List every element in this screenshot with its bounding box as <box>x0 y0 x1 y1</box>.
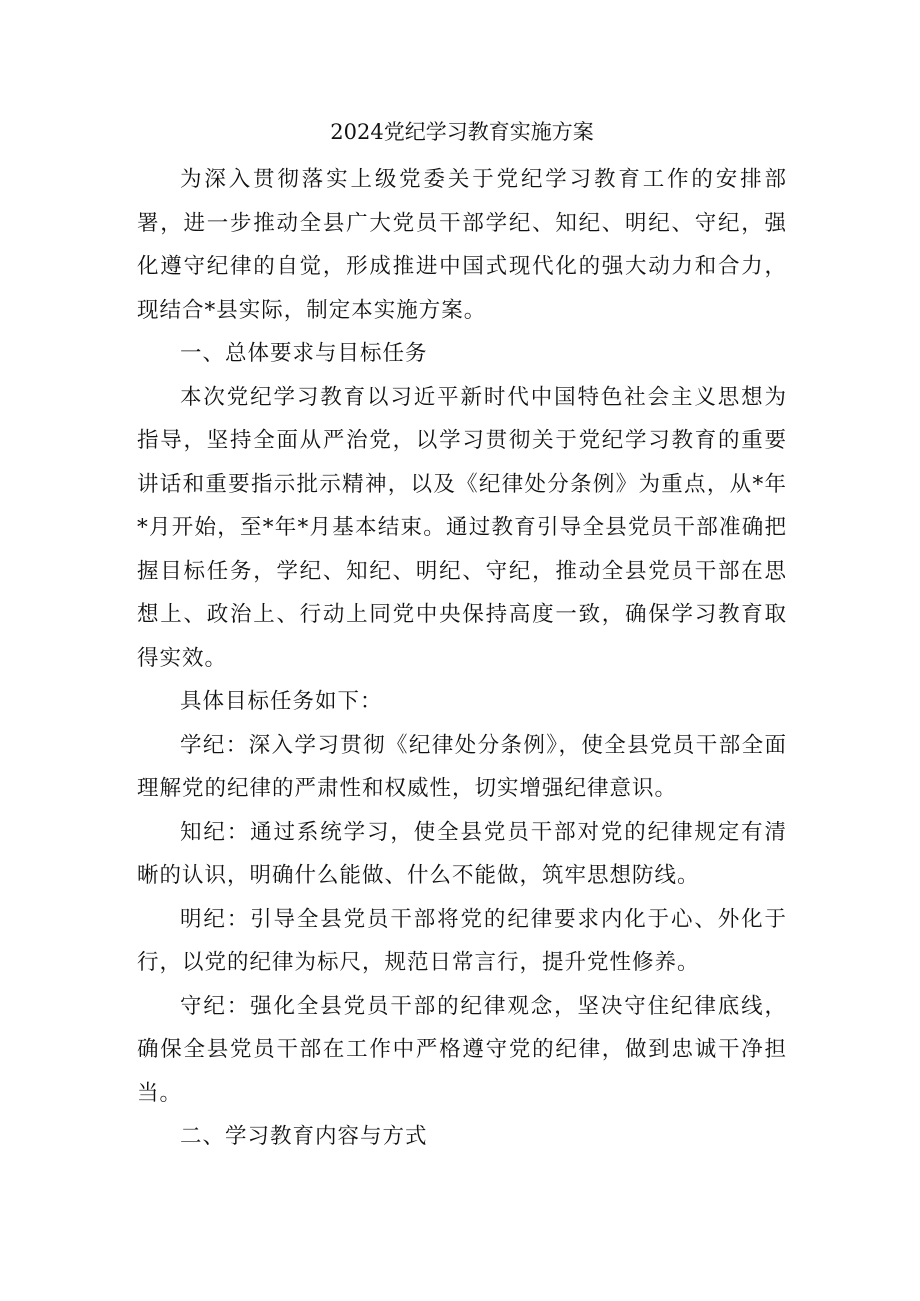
target-paragraph-mingji: 明纪：引导全县党员干部将党的纪律要求内化于心、外化于行，以党的纪律为标尺，规范日常言行，提升党性修养。 <box>137 906 787 975</box>
intro-paragraph: 为深入贯彻落实上级党委关于党纪学习教育工作的安排部署，进一步推动全县广大党员干部学纪、知纪、明纪、守纪，强化遵守纪律的自觉，形成推进中国式现代化的强大动力和合力，现结合*县实际，制定本实施方案。 <box>137 167 787 323</box>
section-heading-1: 一、总体要求与目标任务 <box>180 341 428 366</box>
document-body <box>137 112 787 1159</box>
targets-intro-line: 具体目标任务如下： <box>180 689 383 714</box>
section-heading-2: 二、学习教育内容与方式 <box>180 1124 428 1149</box>
target-paragraph-xueji: 学纪：深入学习贯彻《纪律处分条例》，使全县党员干部全面理解党的纪律的严肃性和权威性，切实增强纪律意识。 <box>137 732 787 801</box>
section1-body-paragraph: 本次党纪学习教育以习近平新时代中国特色社会主义思想为指导，坚持全面从严治党，以学习贯彻关于党纪学习教育的重要讲话和重要指示批示精神，以及《纪律处分条例》为重点，从*年*月开始，至*年*月基本结束。通过教育引导全县党员干部准确把握目标任务，学纪、知纪、明纪、守纪，推动全县党员干部在思想上、政治上、行动上同党中央保持高度一致，确保学习教育取得实效。 <box>137 384 787 671</box>
document-title: 2024党纪学习教育实施方案 <box>330 120 594 144</box>
target-paragraph-shouji: 守纪：强化全县党员干部的纪律观念，坚决守住纪律底线，确保全县党员干部在工作中严格遵守党的纪律，做到忠诚干净担当。 <box>137 993 787 1106</box>
target-paragraph-zhiji: 知纪：通过系统学习，使全县党员干部对党的纪律规定有清晰的认识，明确什么能做、什么不能做，筑牢思想防线。 <box>137 819 787 888</box>
